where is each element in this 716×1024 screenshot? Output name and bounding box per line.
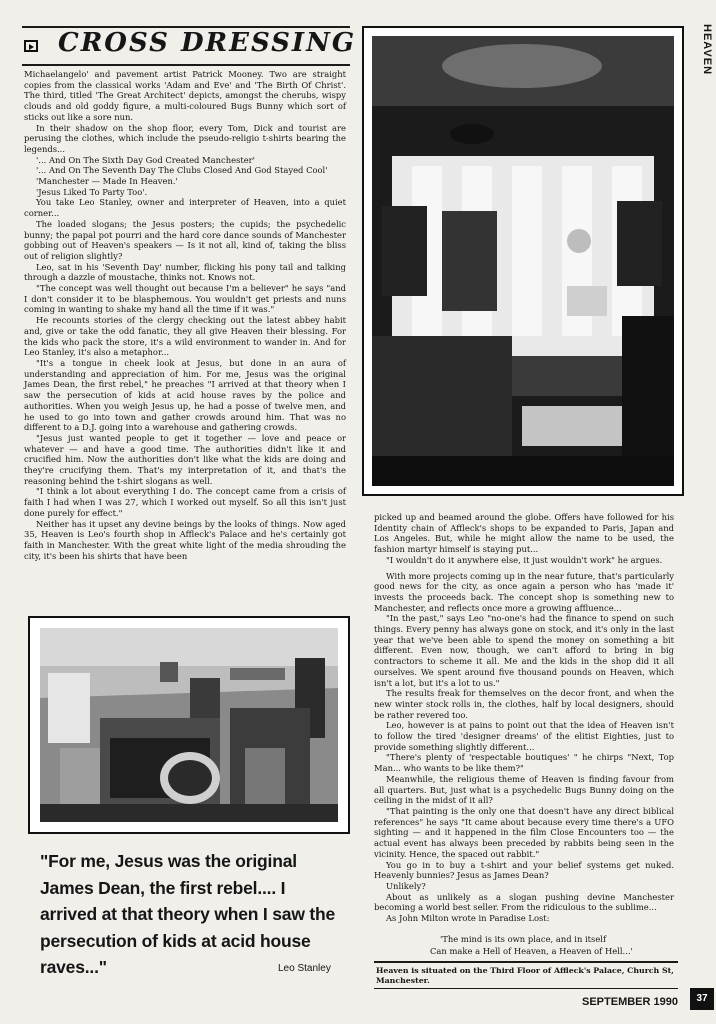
left-paragraph: "Jesus just wanted people to get it together — love and peace or whatever — and have a good time. The authorities didn't like it and crucified him. Now the authorities don't like what the kids are doing and they're crucifying them. That's my interpretation of it, and that's the reasoning behind the t-shirt slogans as well.: [24, 432, 346, 486]
pull-quote: "For me, Jesus was the original James Dean, the first rebel.... I arrived at that theory when I saw the persecution of kids at acid house raves...": [40, 851, 336, 977]
page-number: 37: [690, 988, 714, 1010]
right-paragraph: "That painting is the only one that doesn't have any direct biblical references" he says "It came about because every time there's a UFO sighting — and it happened in the film Close Encounters too — the actual event has always been preceded by rabbits being seen in the vicinity. Hence, the spaced out rabbit.": [374, 805, 674, 859]
left-paragraph: '... And On The Seventh Day The Clubs Closed And God Stayed Cool': [36, 165, 328, 176]
left-paragraph: 'Jesus Liked To Party Too'.: [36, 186, 148, 197]
shop-floor-photo: [28, 616, 350, 834]
left-paragraph: "The concept was well thought out because I'm a believer" he says "and I don't consider it to be blasphemous. You wouldn't get priests and nuns coming in wanting to shake my hand all the time if it was.": [24, 283, 346, 315]
footnote-rule: [374, 961, 678, 963]
left-paragraph: Leo, sat in his 'Seventh Day' number, flicking his pony tail and talking through a dazzle of moustache, thinks not. Knows not.: [24, 261, 346, 283]
right-paragraph: About as unlikely as a slogan pushing devine Manchester becoming a world best seller. From the ridiculous to the sublime...: [374, 891, 674, 913]
arrow-bullet-icon: [24, 40, 38, 52]
right-paragraph: picked up and beamed around the globe. Offers have followed for his Identity chain of Affleck's shops to be expanded to Paris, Japan and Los Angeles. But, while he might allow the name to be used, the fashion martyr himself is staying put...: [374, 512, 674, 555]
left-paragraph: Neither has it upset any devine beings by the looks of things. Now aged 35, Heaven is Leo's fourth shop in Affleck's Palace and he's certainly got faith in Manchester. With the great white light of the media shrouding the city, it's been his shirts that have been: [24, 518, 346, 561]
right-paragraph: You go in to buy a t-shirt and your belief systems get nuked. Heavenly bunnies? Jesus as James Dean?: [374, 859, 674, 881]
section-label: HEAVEN: [701, 24, 713, 76]
issue-date: SEPTEMBER 1990: [582, 996, 678, 1008]
right-paragraph: As John Milton wrote in Paradise Lost:: [386, 913, 550, 924]
left-paragraph: "It's a tongue in cheek look at Jesus, but done in an aura of understanding and appreciation of him. For me, Jesus was the original James Dean, the first rebel," he preaches "I arrived at that theory when I saw the persecution of kids at acid house raves by the police and authorities. When you weigh Jesus up, he had a posse of twelve men, and he used to go into town and gather crowds around him. That was no different to a D.J. going into a warehouse and gathering crowds.: [24, 357, 346, 433]
article-title: CROSS DRESSING: [58, 28, 357, 58]
left-paragraph: In their shadow on the shop floor, every Tom, Dick and tourist are perusing the clothes, which include the pseudo-religio t-shirts bearing the legends...: [24, 122, 346, 154]
right-paragraph: The results freak for themselves on the decor front, and when the new winter stock rolls in, the clothes, half by local designers, should be rather revered too.: [374, 688, 674, 720]
left-paragraph: Michaelangelo' and pavement artist Patrick Mooney. Two are straight copies from the classical works 'Adam and Eve' and 'The Birth Of Christ'. The third, titled 'The Great Architect' depicts, amongst the cherubs, wispy clouds and old goddy figure, a multi-coloured Bugs Bunny which sort of sticks out like a sore nun.: [24, 69, 346, 122]
bottom-rule: [374, 988, 678, 989]
right-paragraph: Unlikely?: [386, 880, 426, 891]
left-paragraph: He recounts stories of the clergy checking out the latest abbey habit and, give or take the odd fanatic, they all give Heaven their blessing. For the kids who pack the store, it's a wild environment to wander in. And for Leo Stanley, it's also a metaphor...: [24, 315, 346, 358]
right-paragraph: "I wouldn't do it anywhere else, it just wouldn't work" he argues.: [386, 554, 663, 565]
left-paragraph: You take Leo Stanley, owner and interpreter of Heaven, into a quiet corner...: [24, 197, 346, 219]
right-paragraph: "In the past," says Leo "no-one's had the finance to spend on such things. Every penny has always gone on stock, and it's only in the last year that we've been able to spend the money on something a bit different. Even now, though, we can't afford to bring in big contractors to scheme it all. Me and the kids in the shop did it all ourselves. We spent around five thousand pounds on Heaven, which isn't a lot, but it's a lot to us.": [374, 613, 674, 688]
poem-line: Can make a Hell of Heaven, a Heaven of Hell...': [430, 946, 633, 956]
shop-floor-image: [40, 628, 338, 822]
footnote: Heaven is situated on the Third Floor of Affleck's Palace, Church St, Manchester.: [376, 966, 674, 985]
right-paragraph: With more projects coming up in the near future, that's particularly good news for the city, as once again a person who has 'made it' invests the proceeds back. The concept shop is something new to Manchester, and reflects once more a growing affluence...: [374, 570, 674, 613]
right-paragraph: Meanwhile, the religious theme of Heaven is finding favour from all quarters. But, just what is a psychedelic Bugs Bunny doing on the ceiling in the midst of it all?: [374, 773, 674, 806]
shop-interior-image: [372, 36, 674, 486]
title-underline: [22, 64, 350, 66]
shop-interior-photo: [362, 26, 684, 496]
pull-quote-author: Leo Stanley: [278, 963, 331, 974]
left-paragraph: "I think a lot about everything I do. The concept came from a crisis of faith I had when I was 27, which I worked out myself. So all this isn't just done purely for effect.": [24, 486, 346, 518]
right-column: [374, 512, 674, 924]
left-paragraph: 'Manchester — Made In Heaven.': [36, 176, 178, 187]
left-paragraph: '... And On The Sixth Day God Created Manchester': [36, 154, 255, 165]
left-paragraph: The loaded slogans; the Jesus posters; the cupids; the psychedelic bunny; the papal pot pourri and the hard core dance sounds of Manchester gobbing out of Heaven's speakers — Is it not all, kind of, taking the bliss out of religion slightly?: [24, 218, 346, 261]
right-paragraph: "There's plenty of 'respectable boutiques' " he chirps "Next, Top Man... who wants to be like them?": [374, 752, 674, 774]
left-column: [24, 69, 346, 613]
right-paragraph: Leo, however is at pains to point out that the idea of Heaven isn't to follow the tired 'designer dreams' of the elitist Eighties, just to provide something slightly different...: [374, 720, 674, 752]
poem-line: 'The mind is its own place, and in itself: [440, 934, 607, 944]
